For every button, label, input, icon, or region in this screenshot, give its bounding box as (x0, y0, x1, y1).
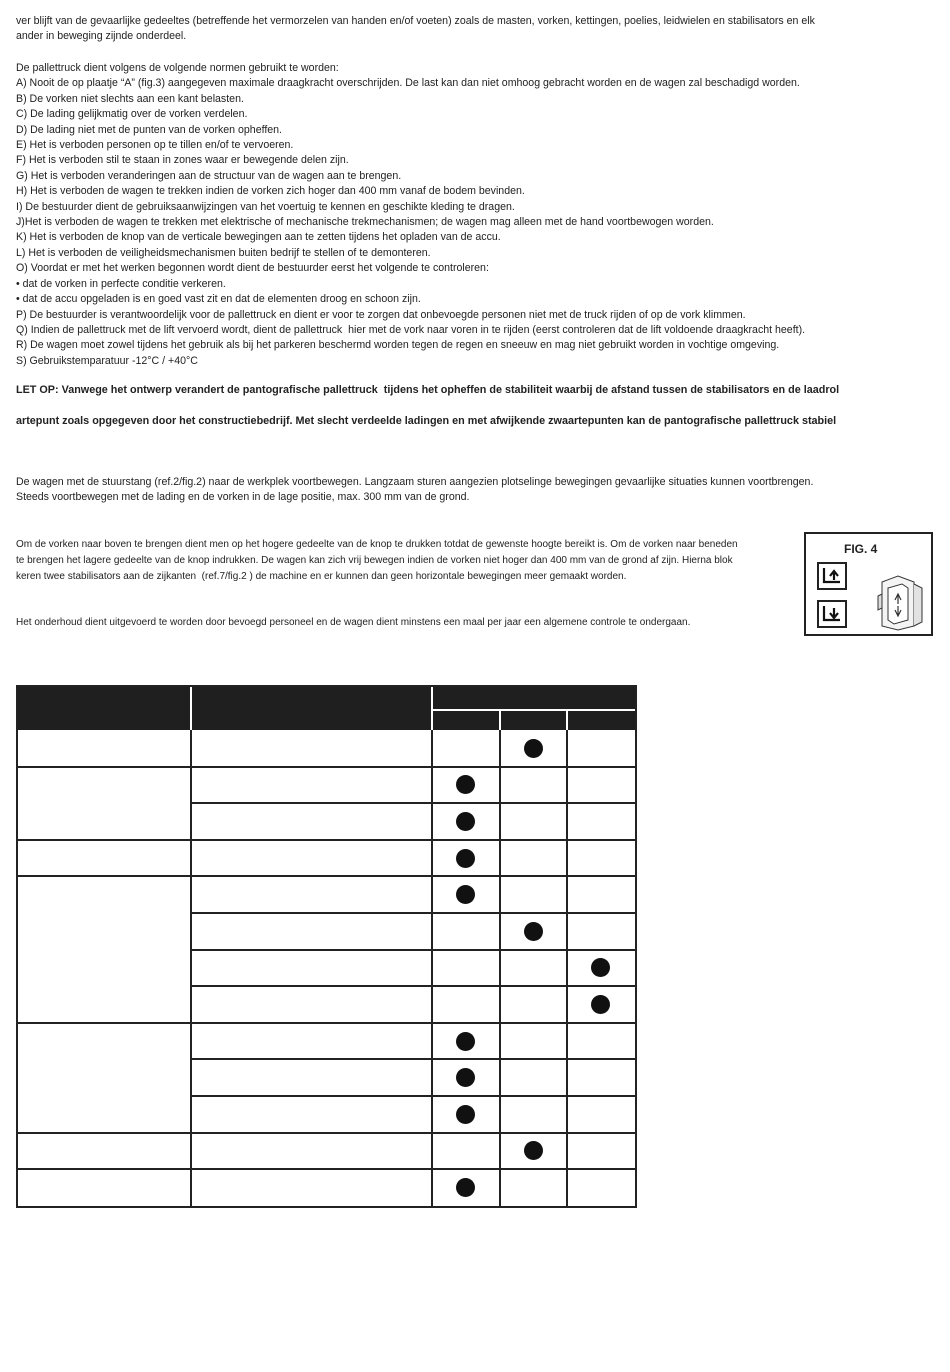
usage-norms-list: De pallettruck dient volgens de volgende normen gebruikt te worden: A) Nooit de op plaatje “A” (fig.3) aangegeven maximale draagkracht overschrijden. De last kan dan niet omhoog gebracht worden en de wagen zal beschadigd worden. B) De vorken niet slechts aan een kant belasten. C) De lading gelijkmatig over de vorken verdelen. D) De lading niet met de punten van de vorken opheffen. E) Het is verboden personen op te tillen en/of te vervoeren. F) Het is verboden stil te staan in zones waar er bewegende delen zijn. G) Het is verboden veranderingen aan de structuur van de wagen aan te brengen. H) Het is verboden de wagen te trekken indien de vorken zich hoger dan 400 mm vanaf de bodem bevinden. I) De bestuurder dient de gebruiksaanwijzingen van het voertuig te kennen en geschikte kleding te dragen. J)Het is verboden de wagen te trekken met elektrische of mechanische trekmechanismen; de wagen mag alleen met de hand voortbewogen worden. K) Het is verboden de knop van de verticale bewegingen aan te zetten tijdens het opladen van de accu. L) Het is verboden de veiligheidsmechanismen buiten bedrijf te stellen of te demonteren. O) Voordat er met het werken begonnen wordt dient de bestuurder eerst het volgende te controleren: • dat de vorken in perfecte conditie verkeren. • dat de accu opgeladen is en goed vast zit en dat de elementen droog en schoon zijn. P) De bestuurder is verantwoordelijk voor de pallettruck en dient er voor te zorgen dat onbevoegde personen niet met de truck rijden of op de vork klimmen. Q) Indien de pallettruck met de lift vervoerd wordt, dient de pallettruck hier met de vork naar voren in te rijden (eerst controleren dat de lift voldoende draagkracht heeft). R) De wagen moet zowel tijdens het gebruik als bij het parkeren beschermd worden tegen de regen en sneeuw en mag niet gebruikt worden in vochtige omgeving. S) Gebruikstemparatuur -12°C / +40°C (16, 62, 806, 367)
table-row-line (190, 949, 635, 951)
check-dot (456, 812, 475, 831)
check-dot (524, 1141, 543, 1160)
lift-down-icon (817, 600, 847, 628)
check-dot (456, 885, 475, 904)
header-divider (566, 709, 568, 730)
check-dot (456, 1178, 475, 1197)
check-dot (591, 995, 610, 1014)
moving-paragraph: De wagen met de stuurstang (ref.2/fig.2) naar de werkplek voortbewegen. Langzaam sturen aangezien plotselinge bewegingen gevaarlijke situaties kunnen voortbrengen. Steeds voortbewegen met de lading en de vorken in de lage positie, max. 300 mm van de grond. (16, 476, 814, 504)
table-row-line (18, 766, 635, 768)
check-dot (456, 1105, 475, 1124)
header-divider (499, 709, 501, 730)
check-dot (591, 958, 610, 977)
table-row-line (190, 802, 635, 804)
table-row-line (18, 1132, 635, 1134)
check-dot (456, 1068, 475, 1087)
maintenance-paragraph: Het onderhoud dient uitgevoerd te worden door bevoegd personeel en de wagen dient minstens een maal per jaar een algemene controle te ondergaan. (16, 617, 691, 628)
warning-line-2: artepunt zoals opgegeven door het constructiebedrijf. Met slecht verdeelde ladingen en met afwijkende zwaartepunten kan de pantografische pallettruck stabiel (16, 415, 837, 427)
check-dot (524, 739, 543, 758)
table-row-line (190, 912, 635, 914)
table-row-line (18, 1168, 635, 1170)
header-divider (190, 687, 192, 730)
intro-paragraph: ver blijft van de gevaarlijke gedeeltes (betreffende het vermorzelen van handen en/of voeten) zoals de masten, vorken, kettingen, poelies, leidwielen en stabilisators en elk ander in beweging zijnde onderdeel. (16, 15, 815, 43)
rocker-switch-icon (876, 570, 928, 637)
table-row-line (190, 1095, 635, 1097)
table-row-line (18, 875, 635, 877)
figure-4-label: FIG. 4 (844, 542, 878, 556)
table-row-line (18, 1022, 635, 1024)
check-dot (456, 849, 475, 868)
maintenance-table (16, 685, 637, 1208)
header-divider (431, 709, 635, 711)
table-row-line (18, 839, 635, 841)
warning-line-1: LET OP: Vanwege het ontwerp verandert de pantografische pallettruck tijdens het opheffen de stabiliteit waarbij de afstand tussen de stabilisators en de laadrol (16, 384, 840, 396)
lift-up-icon (817, 562, 847, 590)
check-dot (524, 922, 543, 941)
table-row-line (190, 1058, 635, 1060)
figure-4 (804, 532, 933, 636)
check-dot (456, 1032, 475, 1051)
table-row-line (190, 985, 635, 987)
check-dot (456, 775, 475, 794)
lifting-paragraph: Om de vorken naar boven te brengen dient men op het hogere gedeelte van de knop te drukken totdat de gewenste hoogte bereikt is. Om de vorken naar beneden te brengen het lagere gedeelte van de knop indrukken. De wagen kan zich vrij bewegen indien de vorken niet hoger dan 400 mm van de grond af zijn. Hierna blok keren twee stabilisators aan de zijkanten (ref.7/fig.2 ) de machine en er kunnen dan geen horizontale bewegingen meer gemaakt worden. (16, 539, 738, 582)
